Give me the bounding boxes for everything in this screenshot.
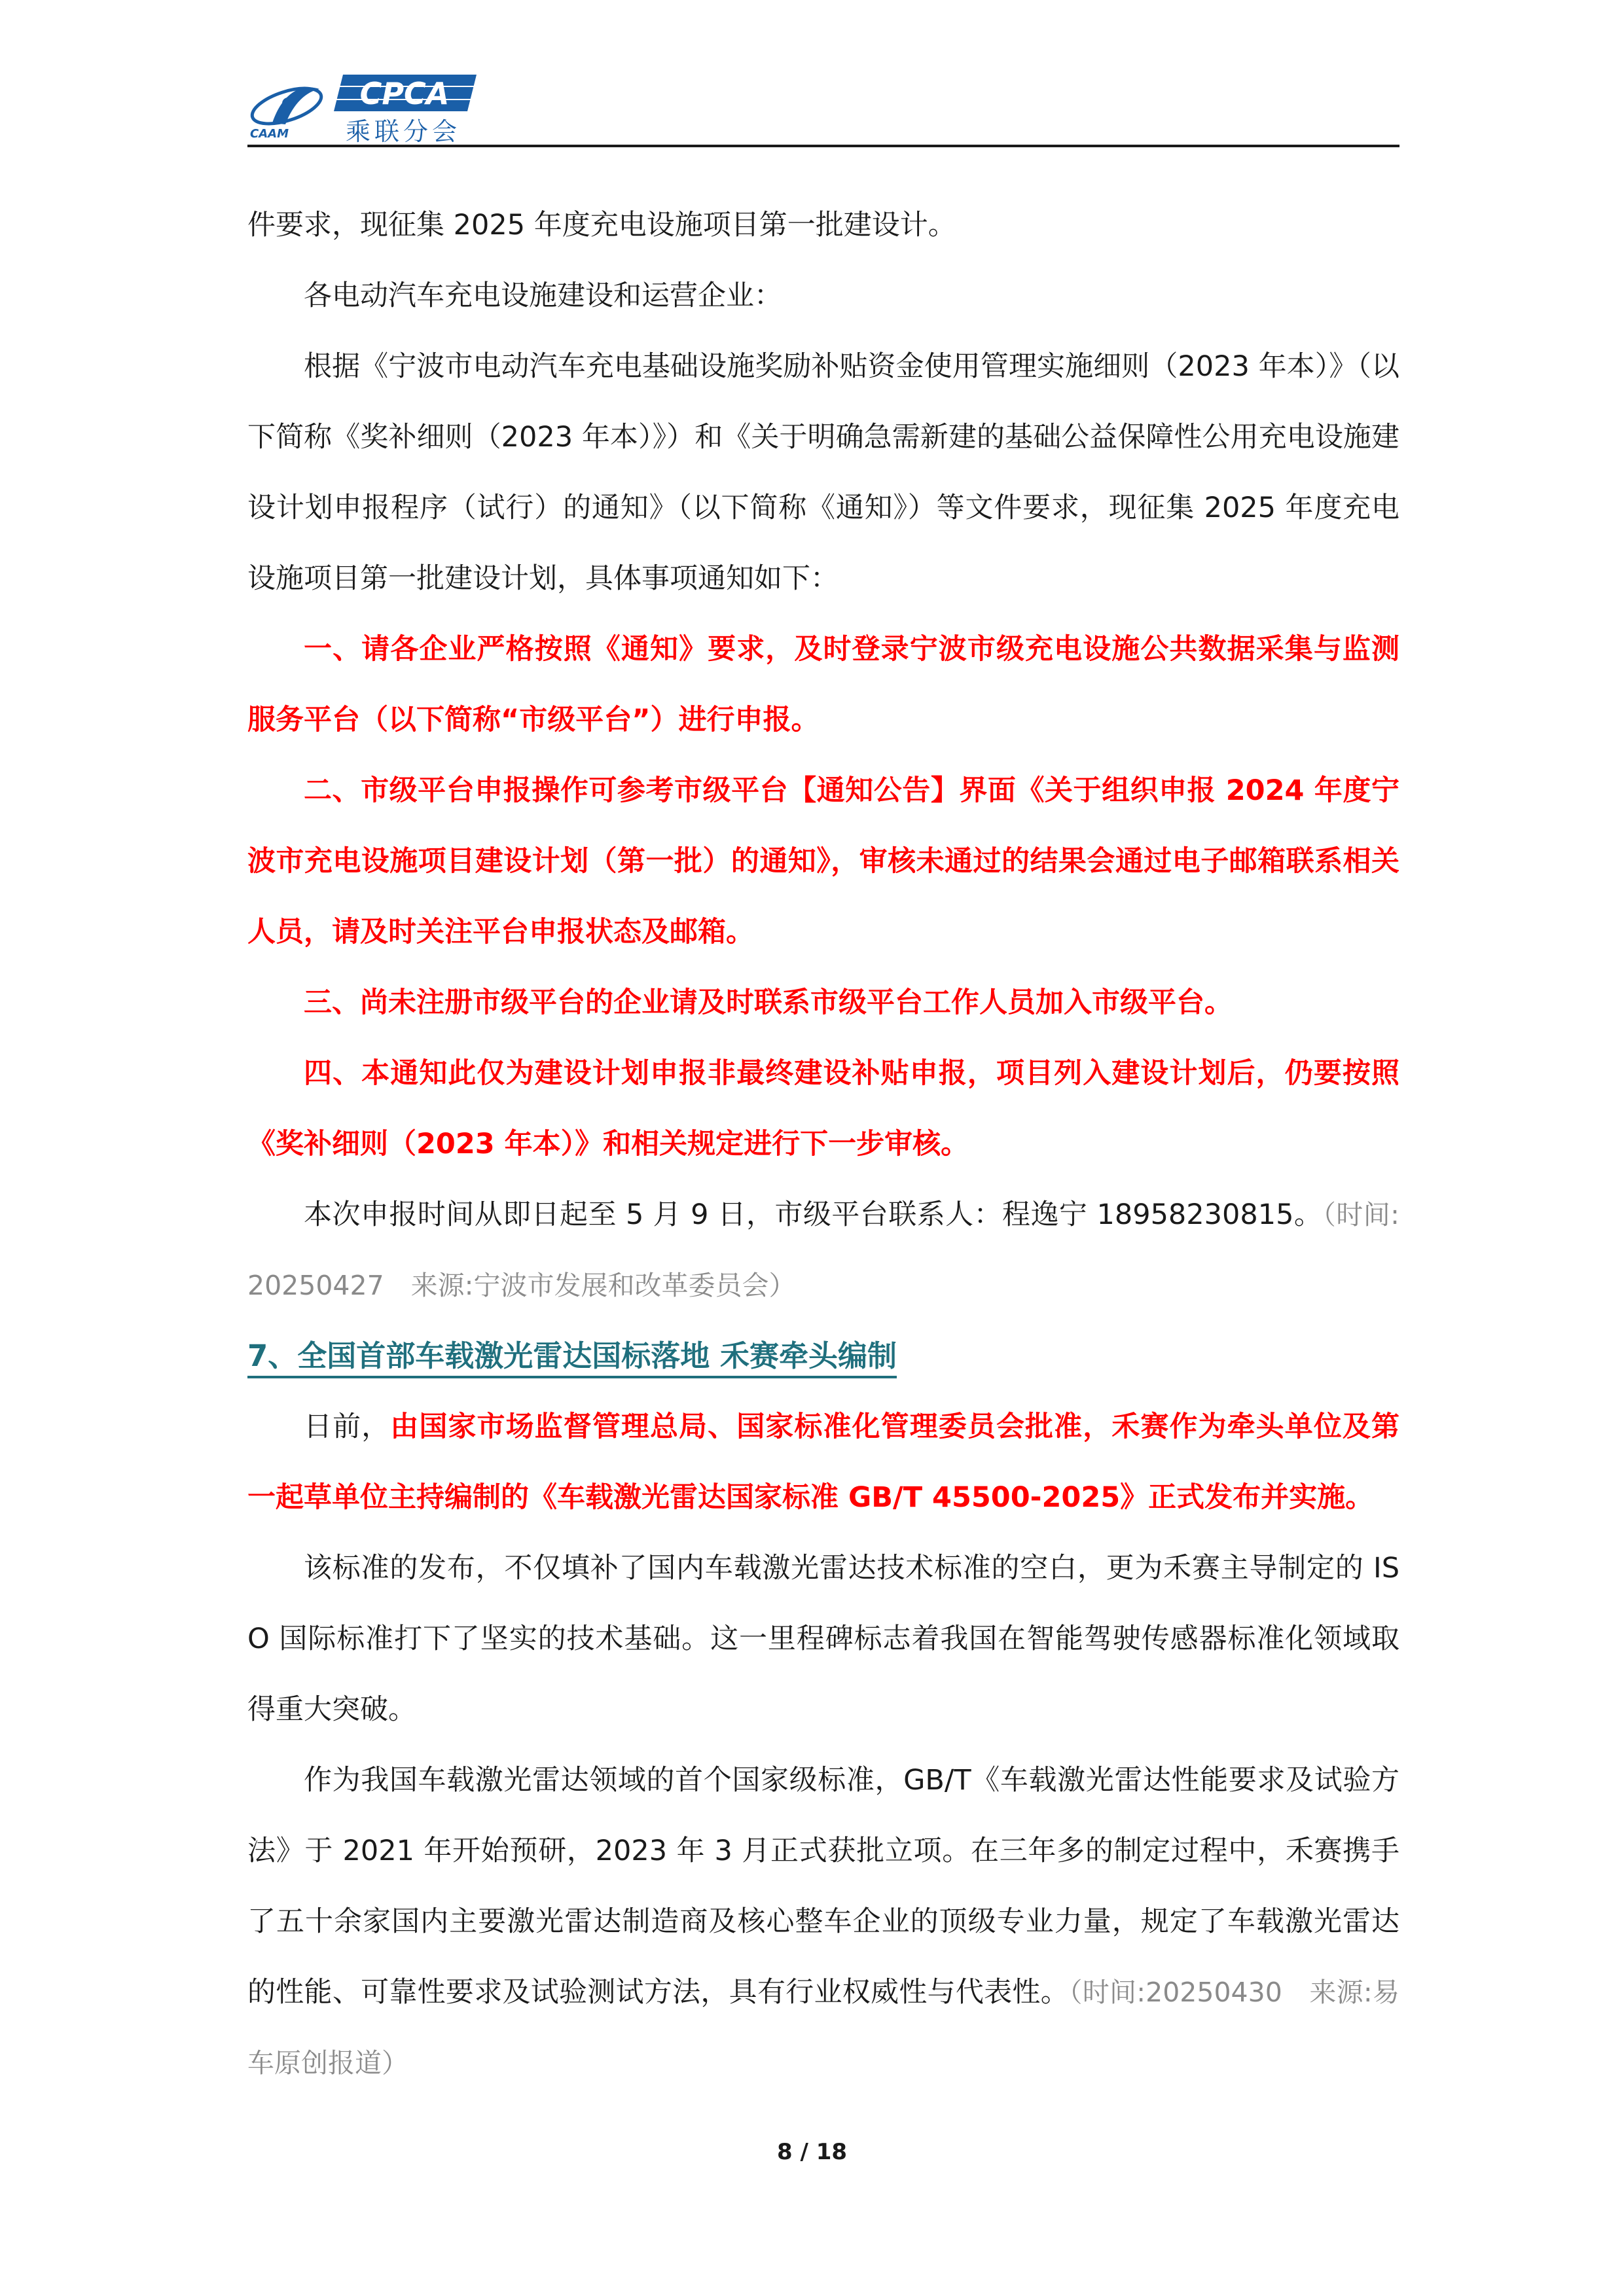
emblem-caption: CAAM (250, 127, 289, 139)
notice-item-1: 一、请各企业严格按照《通知》要求，及时登录宁波市级充电设施公共数据采集与监测服务平台（以下简称“市级平台”）进行申报。 (247, 633, 1399, 736)
paragraph-standard-significance: 该标准的发布，不仅填补了国内车载激光雷达技术标准的空白，更为禾赛主导制定的 ISO 国际标准打下了坚实的技术基础。这一里程碑标志着我国在智能驾驶传感器标准化领域取得重大突破。 (247, 1552, 1399, 1726)
paragraph-continuation: 件要求，现征集 2025 年度充电设施项目第一批建设计。 (247, 209, 956, 242)
notice-item-4: 四、本通知此仅为建设计划申报非最终建设补贴申报，项目列入建设计划后，仍要按照《奖补细则（2023 年本）》和相关规定进行下一步审核。 (247, 1057, 1399, 1160)
source-note: （时间:20250430 来源:易车原创报道） (247, 1977, 1399, 2079)
standard-history-text: 作为我国车载激光雷达领域的首个国家级标准，GB/T《车载激光雷达性能要求及试验方法》于 2021 年开始预研，2023 年 3 月正式获批立项。在三年多的制定过程中，禾赛携手了五十余家国内主要激光雷达制造商及核心整车企业的顶级专业力量，规定了车载激光雷达的性能、可靠性要求及试验测试方法，具有行业权威性与代表性。 (247, 1764, 1399, 2009)
paragraph-lead (247, 1391, 1399, 1533)
cpca-chinese-logo (346, 115, 477, 147)
deadline-text: 本次申报时间从即日起至 5 月 9 日，市级平台联系人：程逸宁 18958230815。 (304, 1198, 1323, 1231)
source-note: （时间:20250427 来源:宁波市发展和改革委员会） (247, 1199, 1399, 1301)
paragraph-notice-basis: 根据《宁波市电动汽车充电基础设施奖励补贴资金使用管理实施细则（2023 年本）》（以下简称《奖补细则（2023 年本）》）和《关于明确急需新建的基础公益保障性公用充电设施建设计划申报程序（试行）的通知》（以下简称《通知》）等文件要求，现征集 2025 年度充电设施项目第一批建设计划，具体事项通知如下： (247, 350, 1399, 595)
section-heading-text[interactable]: 7、全国首部车载激光雷达国标落地 禾赛牵头编制 (247, 1338, 897, 1378)
paragraph-salutation: 各电动汽车充电设施建设和运营企业： (304, 279, 782, 312)
page-header (247, 64, 1399, 149)
notice-item-3: 三、尚未注册市级平台的企业请及时联系市级平台工作人员加入市级平台。 (304, 986, 1233, 1019)
document-body (247, 190, 1399, 2098)
section-heading[interactable] (247, 1321, 1399, 1391)
caam-emblem-logo (247, 77, 333, 139)
page-number: 8 / 18 (776, 2139, 848, 2165)
paragraph-standard-history (247, 1745, 1399, 2098)
cpca-logo-text: CPCA (359, 76, 450, 111)
header-divider (247, 145, 1399, 147)
cpca-chinese-text: 乘联分会 (346, 117, 461, 146)
lead-prefix: 日前， (304, 1410, 391, 1443)
cpca-logo (334, 72, 477, 114)
notice-item-2: 二、市级平台申报操作可参考市级平台【通知公告】界面《关于组织申报 2024 年度宁波市充电设施项目建设计划（第一批）的通知》，审核未通过的结果会通过电子邮箱联系相关人员，请及时关注平台申报状态及邮箱。 (247, 774, 1399, 948)
paragraph-deadline (247, 1179, 1399, 1321)
lead-highlight: 由国家市场监督管理总局、国家标准化管理委员会批准，禾赛作为牵头单位及第一起草单位主持编制的《车载激光雷达国家标准 GB/T 45500-2025》正式发布并实施。 (247, 1410, 1400, 1514)
